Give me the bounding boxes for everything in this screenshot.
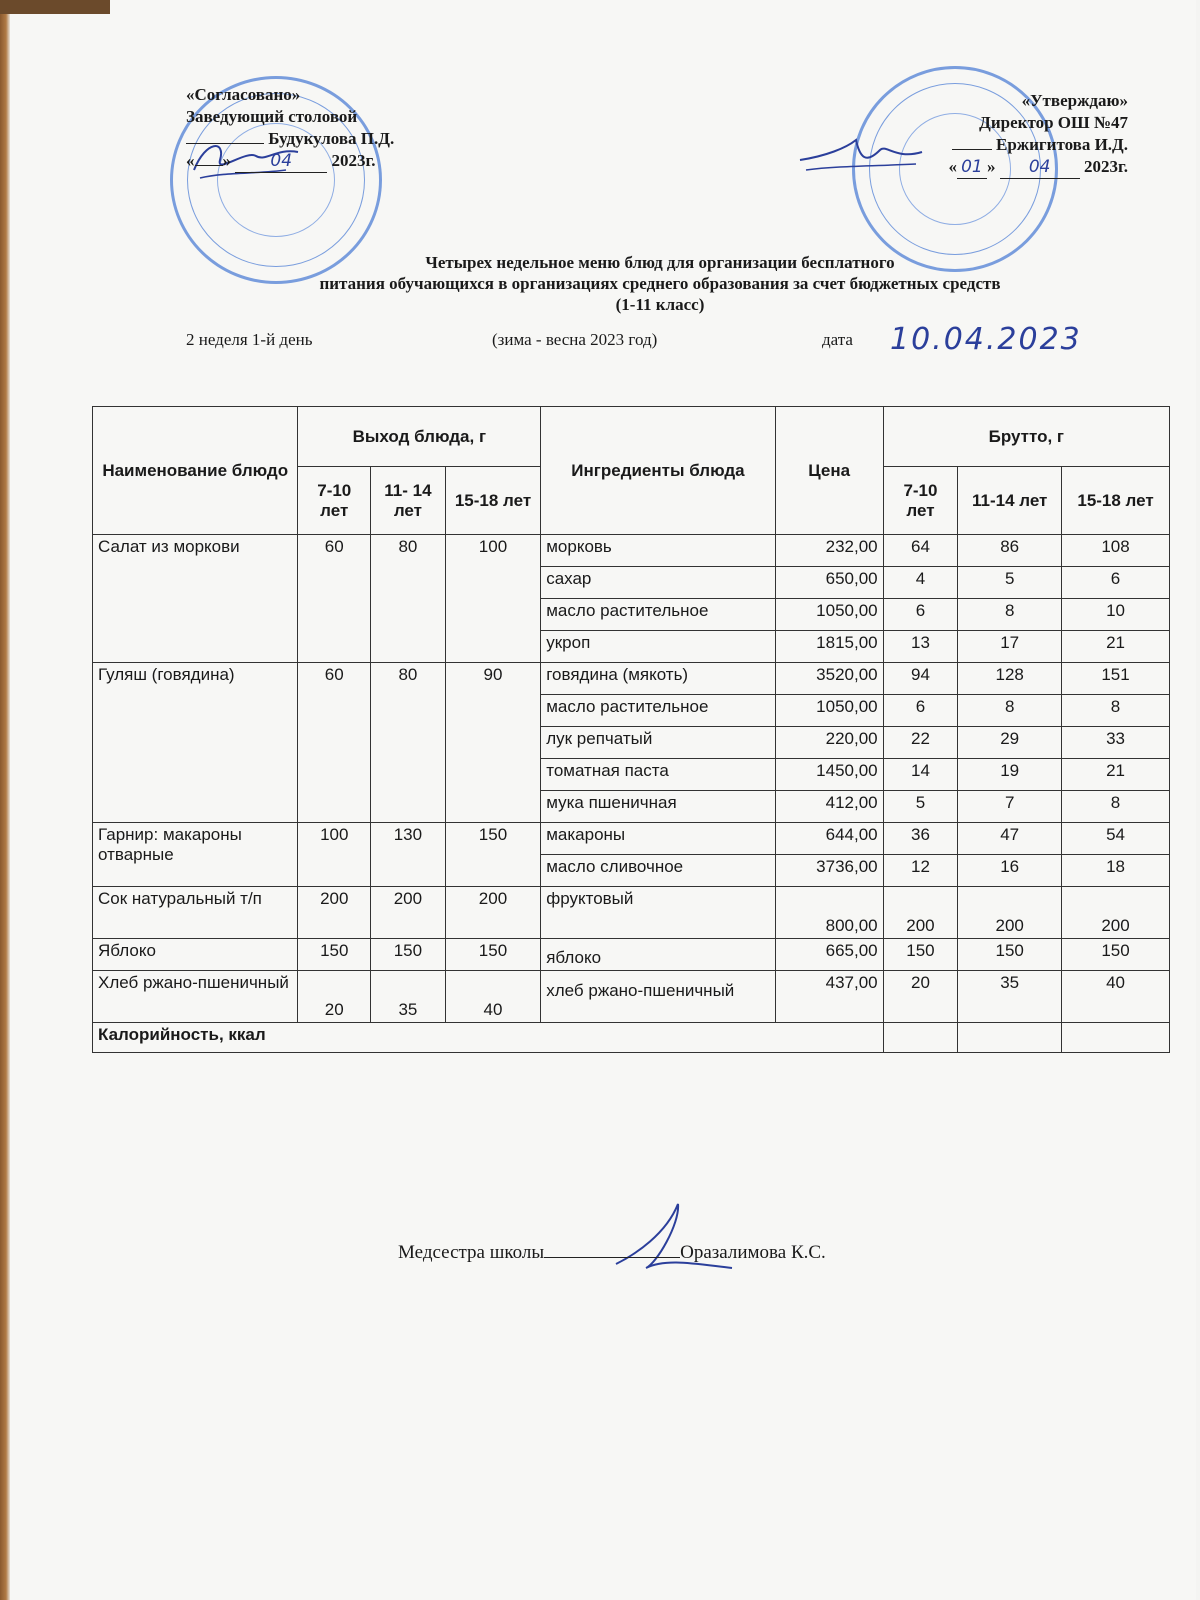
ingredient-price: 3520,00 bbox=[775, 663, 883, 695]
date-year-left: 2023г. bbox=[331, 151, 376, 170]
dish-output-3: 100 bbox=[445, 535, 540, 663]
dish-output-2: 130 bbox=[371, 823, 446, 887]
table-row bbox=[93, 535, 1170, 567]
nurse-signature-blank bbox=[544, 1257, 680, 1258]
approval-block-left bbox=[186, 84, 394, 173]
brutto-1: 12 bbox=[883, 855, 958, 887]
brutto-1: 4 bbox=[883, 567, 958, 599]
brutto-1: 22 bbox=[883, 727, 958, 759]
brutto-3: 21 bbox=[1062, 759, 1170, 791]
brutto-1: 36 bbox=[883, 823, 958, 855]
dish-output-2: 80 bbox=[371, 535, 446, 663]
brutto-2: 128 bbox=[958, 663, 1062, 695]
brutto-2: 35 bbox=[958, 971, 1062, 1023]
nurse-label: Медсестра школы bbox=[398, 1242, 545, 1263]
ingredient-price: 437,00 bbox=[775, 971, 883, 1023]
dish-output-3: 150 bbox=[445, 823, 540, 887]
ingredient-name: хлеб ржано-пшеничный bbox=[541, 971, 775, 1023]
ingredient-name: говядина (мякоть) bbox=[541, 663, 775, 695]
approver-name-line-left bbox=[186, 128, 394, 150]
date-month-right: 04 bbox=[1000, 156, 1080, 179]
dish-output-1: 150 bbox=[298, 939, 371, 971]
agreed-label: «Согласовано» bbox=[186, 85, 301, 104]
approver-name-line-right bbox=[880, 134, 1128, 156]
brutto-1: 6 bbox=[883, 599, 958, 631]
dish-output-1: 60 bbox=[298, 663, 371, 823]
header-ingredients: Ингредиенты блюда bbox=[541, 407, 775, 535]
dish-output-3: 90 bbox=[445, 663, 540, 823]
ingredient-name: макароны bbox=[541, 823, 775, 855]
ingredient-name: томатная паста bbox=[541, 759, 775, 791]
calories-age2 bbox=[958, 1023, 1062, 1053]
ingredient-name: масло растительное bbox=[541, 695, 775, 727]
ingredient-price: 1450,00 bbox=[775, 759, 883, 791]
document-title bbox=[200, 252, 1120, 315]
brutto-3: 21 bbox=[1062, 631, 1170, 663]
brutto-2: 200 bbox=[958, 887, 1062, 939]
brutto-1: 6 bbox=[883, 695, 958, 727]
ingredient-name: масло сливочное bbox=[541, 855, 775, 887]
ingredient-name: фруктовый bbox=[541, 887, 775, 939]
brutto-3: 10 bbox=[1062, 599, 1170, 631]
menu-body bbox=[93, 535, 1170, 1023]
ingredient-name: яблоко bbox=[541, 939, 775, 971]
ingredient-price: 220,00 bbox=[775, 727, 883, 759]
brutto-3: 40 bbox=[1062, 971, 1170, 1023]
table-row bbox=[93, 663, 1170, 695]
ingredient-price: 644,00 bbox=[775, 823, 883, 855]
quote-close: » bbox=[986, 157, 996, 176]
brutto-3: 108 bbox=[1062, 535, 1170, 567]
title-line-3: (1-11 класс) bbox=[615, 295, 705, 314]
ingredient-price: 1815,00 bbox=[775, 631, 883, 663]
brutto-1: 5 bbox=[883, 791, 958, 823]
brutto-2: 16 bbox=[958, 855, 1062, 887]
table-row bbox=[93, 887, 1170, 939]
brutto-2: 150 bbox=[958, 939, 1062, 971]
brutto-1: 200 bbox=[883, 887, 958, 939]
brutto-2: 19 bbox=[958, 759, 1062, 791]
brutto-2: 8 bbox=[958, 695, 1062, 727]
brutto-1: 150 bbox=[883, 939, 958, 971]
approver-position-left: Заведующий столовой bbox=[186, 107, 358, 126]
ingredient-name: лук репчатый bbox=[541, 727, 775, 759]
header-brutto-age2: 11-14 лет bbox=[958, 467, 1062, 535]
title-line-1: Четырех недельное меню блюд для организации бесплатного bbox=[425, 253, 895, 272]
brutto-3: 6 bbox=[1062, 567, 1170, 599]
brutto-3: 150 bbox=[1062, 939, 1170, 971]
dish-name: Яблоко bbox=[93, 939, 298, 971]
brutto-3: 54 bbox=[1062, 823, 1170, 855]
approver-position-right: Директор ОШ №47 bbox=[979, 113, 1128, 132]
date-year-right: 2023г. bbox=[1083, 157, 1128, 176]
quote-open: « bbox=[186, 151, 195, 170]
ingredient-price: 665,00 bbox=[775, 939, 883, 971]
title-line-2: питания обучающихся в организациях среднего образования за счет бюджетных средств bbox=[319, 274, 1001, 293]
table-row bbox=[93, 971, 1170, 1023]
dish-output-2: 150 bbox=[371, 939, 446, 971]
date-label: дата bbox=[822, 330, 853, 349]
calories-label: Калорийность, ккал bbox=[93, 1023, 884, 1053]
ingredient-price: 412,00 bbox=[775, 791, 883, 823]
brutto-2: 47 bbox=[958, 823, 1062, 855]
dish-output-3: 200 bbox=[445, 887, 540, 939]
approver-name-right: Ержигитова И.Д. bbox=[996, 135, 1128, 154]
dish-name: Сок натуральный т/п bbox=[93, 887, 298, 939]
table-row bbox=[93, 823, 1170, 855]
dish-output-2: 200 bbox=[371, 887, 446, 939]
calories-row bbox=[93, 1023, 1170, 1053]
approval-date-right bbox=[880, 156, 1128, 179]
ingredient-price: 1050,00 bbox=[775, 599, 883, 631]
calories-age3 bbox=[1062, 1023, 1170, 1053]
header-brutto: Брутто, г bbox=[883, 407, 1169, 467]
dish-output-2: 80 bbox=[371, 663, 446, 823]
dish-name: Салат из моркови bbox=[93, 535, 298, 663]
desk-corner bbox=[0, 0, 110, 14]
header-dish: Наименование блюдо bbox=[93, 407, 298, 535]
brutto-1: 64 bbox=[883, 535, 958, 567]
date-day-right: 01 bbox=[957, 156, 987, 179]
ingredient-price: 3736,00 bbox=[775, 855, 883, 887]
header-price: Цена bbox=[775, 407, 883, 535]
brutto-2: 17 bbox=[958, 631, 1062, 663]
brutto-3: 151 bbox=[1062, 663, 1170, 695]
calories-age1 bbox=[883, 1023, 958, 1053]
approval-block-right bbox=[880, 90, 1128, 179]
dish-output-3: 40 bbox=[445, 971, 540, 1023]
dish-output-1: 200 bbox=[298, 887, 371, 939]
ingredient-price: 650,00 bbox=[775, 567, 883, 599]
approve-label: «Утверждаю» bbox=[1021, 91, 1128, 110]
header-brutto-age3: 15-18 лет bbox=[1062, 467, 1170, 535]
ingredient-name: укроп bbox=[541, 631, 775, 663]
season-label: (зима - весна 2023 год) bbox=[492, 330, 658, 349]
brutto-1: 20 bbox=[883, 971, 958, 1023]
brutto-2: 86 bbox=[958, 535, 1062, 567]
header-out-age2: 11- 14 лет bbox=[371, 467, 446, 535]
ingredient-name: морковь bbox=[541, 535, 775, 567]
brutto-2: 5 bbox=[958, 567, 1062, 599]
ingredient-name: масло растительное bbox=[541, 599, 775, 631]
header-output: Выход блюда, г bbox=[298, 407, 541, 467]
brutto-3: 33 bbox=[1062, 727, 1170, 759]
dish-name: Гарнир: макароны отварные bbox=[93, 823, 298, 887]
approval-date-left bbox=[186, 150, 394, 173]
dish-name: Гуляш (говядина) bbox=[93, 663, 298, 823]
brutto-1: 13 bbox=[883, 631, 958, 663]
ingredient-name: сахар bbox=[541, 567, 775, 599]
signature-blank-left bbox=[186, 143, 264, 144]
ingredient-name: мука пшеничная bbox=[541, 791, 775, 823]
nurse-name: Оразалимова К.С. bbox=[680, 1242, 826, 1263]
header-brutto-age1: 7-10 лет bbox=[883, 467, 958, 535]
dish-output-1: 20 bbox=[298, 971, 371, 1023]
table-row bbox=[93, 939, 1170, 971]
date-month-left: 04 bbox=[235, 150, 327, 173]
menu-table bbox=[92, 406, 1170, 1053]
nurse-signature-line bbox=[398, 1242, 826, 1264]
brutto-2: 8 bbox=[958, 599, 1062, 631]
brutto-3: 8 bbox=[1062, 695, 1170, 727]
ingredient-price: 1050,00 bbox=[775, 695, 883, 727]
desk-edge bbox=[0, 0, 10, 1600]
handwritten-date: 10.04.2023 bbox=[890, 322, 1082, 357]
header-out-age3: 15-18 лет bbox=[445, 467, 540, 535]
date-day-left bbox=[195, 165, 223, 166]
dish-output-1: 100 bbox=[298, 823, 371, 887]
brutto-2: 7 bbox=[958, 791, 1062, 823]
week-day-label: 2 неделя 1-й день bbox=[186, 330, 313, 349]
dish-name: Хлеб ржано-пшеничный bbox=[93, 971, 298, 1023]
brutto-3: 18 bbox=[1062, 855, 1170, 887]
brutto-1: 14 bbox=[883, 759, 958, 791]
brutto-3: 8 bbox=[1062, 791, 1170, 823]
dish-output-1: 60 bbox=[298, 535, 371, 663]
brutto-2: 29 bbox=[958, 727, 1062, 759]
dish-output-2: 35 bbox=[371, 971, 446, 1023]
ingredient-price: 232,00 bbox=[775, 535, 883, 567]
approver-name-left: Будукулова П.Д. bbox=[268, 129, 395, 148]
quote-open: « bbox=[948, 157, 957, 176]
brutto-1: 94 bbox=[883, 663, 958, 695]
ingredient-price: 800,00 bbox=[775, 887, 883, 939]
quote-close: » bbox=[222, 151, 231, 170]
signature-blank-right bbox=[952, 149, 992, 150]
header-out-age1: 7-10 лет bbox=[298, 467, 371, 535]
brutto-3: 200 bbox=[1062, 887, 1170, 939]
dish-output-3: 150 bbox=[445, 939, 540, 971]
